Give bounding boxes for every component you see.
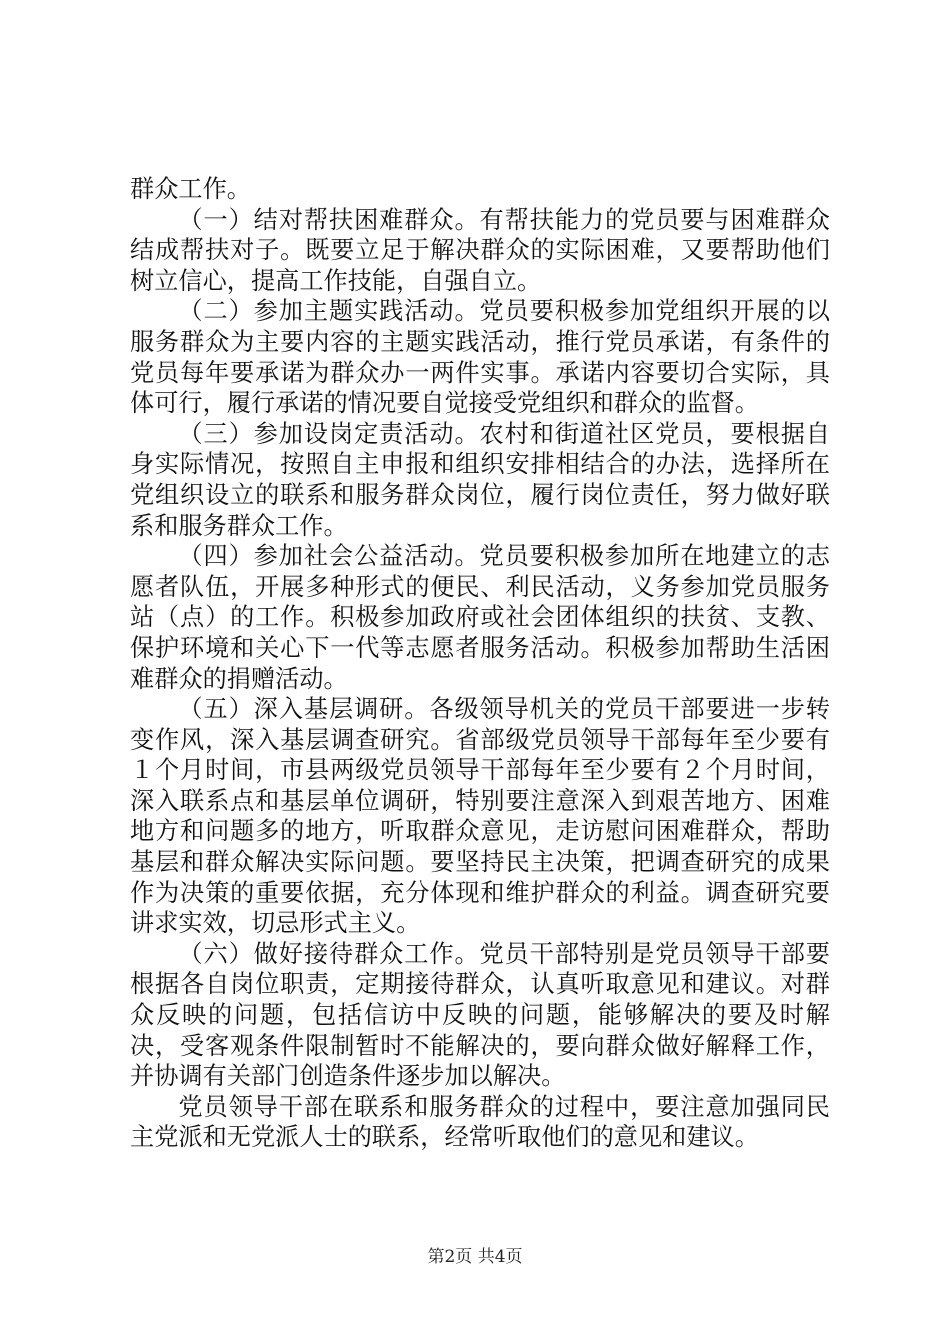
- paragraph-closing: 党员领导干部在联系和服务群众的过程中，要注意加强同民主党派和无党派人士的联系，经常听取他们的意见和建议。: [130, 1092, 830, 1152]
- document-body: [130, 174, 830, 1153]
- page-number-label: 第2页 共4页: [427, 1247, 523, 1267]
- paragraph-item-3: （三）参加设岗定责活动。农村和街道社区党员，要根据自身实际情况，按照自主申报和组织安排相结合的办法，选择所在党组织设立的联系和服务群众岗位，履行岗位责任，努力做好联系和服务群众工作。: [130, 419, 830, 540]
- paragraph-item-5: （五）深入基层调研。各级领导机关的党员干部要进一步转变作风，深入基层调查研究。省部级党员领导干部每年至少要有１个月时间，市县两级党员领导干部每年至少要有２个月时间，深入联系点和基层单位调研，特别要注意深入到艰苦地方、困难地方和问题多的地方，听取群众意见，走访慰问困难群众，帮助基层和群众解决实际问题。要坚持民主决策，把调查研究的成果作为决策的重要依据，充分体现和维护群众的利益。调查研究要讲求实效，切忌形式主义。: [130, 695, 830, 938]
- page-footer: [0, 1242, 950, 1267]
- paragraph-continuation: 群众工作。: [130, 175, 251, 203]
- paragraph-item-4: （四）参加社会公益活动。党员要积极参加所在地建立的志愿者队伍，开展多种形式的便民、利民活动，义务参加党员服务站（点）的工作。积极参加政府或社会团体组织的扶贫、支教、保护环境和关心下一代等志愿者服务活动。积极参加帮助生活困难群众的捐赠活动。: [130, 542, 830, 693]
- paragraph-item-2: （二）参加主题实践活动。党员要积极参加党组织开展的以服务群众为主要内容的主题实践活动，推行党员承诺，有条件的党员每年要承诺为群众办一两件实事。承诺内容要切合实际，具体可行，履行承诺的情况要自觉接受党组织和群众的监督。: [130, 297, 830, 418]
- paragraph-item-1: （一）结对帮扶困难群众。有帮扶能力的党员要与困难群众结成帮扶对子。既要立足于解决群众的实际困难，又要帮助他们树立信心，提高工作技能，自强自立。: [130, 205, 830, 295]
- paragraph-item-6: （六）做好接待群众工作。党员干部特别是党员领导干部要根据各自岗位职责，定期接待群众，认真听取意见和建议。对群众反映的问题，包括信访中反映的问题，能够解决的要及时解决，受客观条件限制暂时不能解决的，要向群众做好解释工作，并协调有关部门创造条件逐步加以解决。: [130, 939, 830, 1091]
